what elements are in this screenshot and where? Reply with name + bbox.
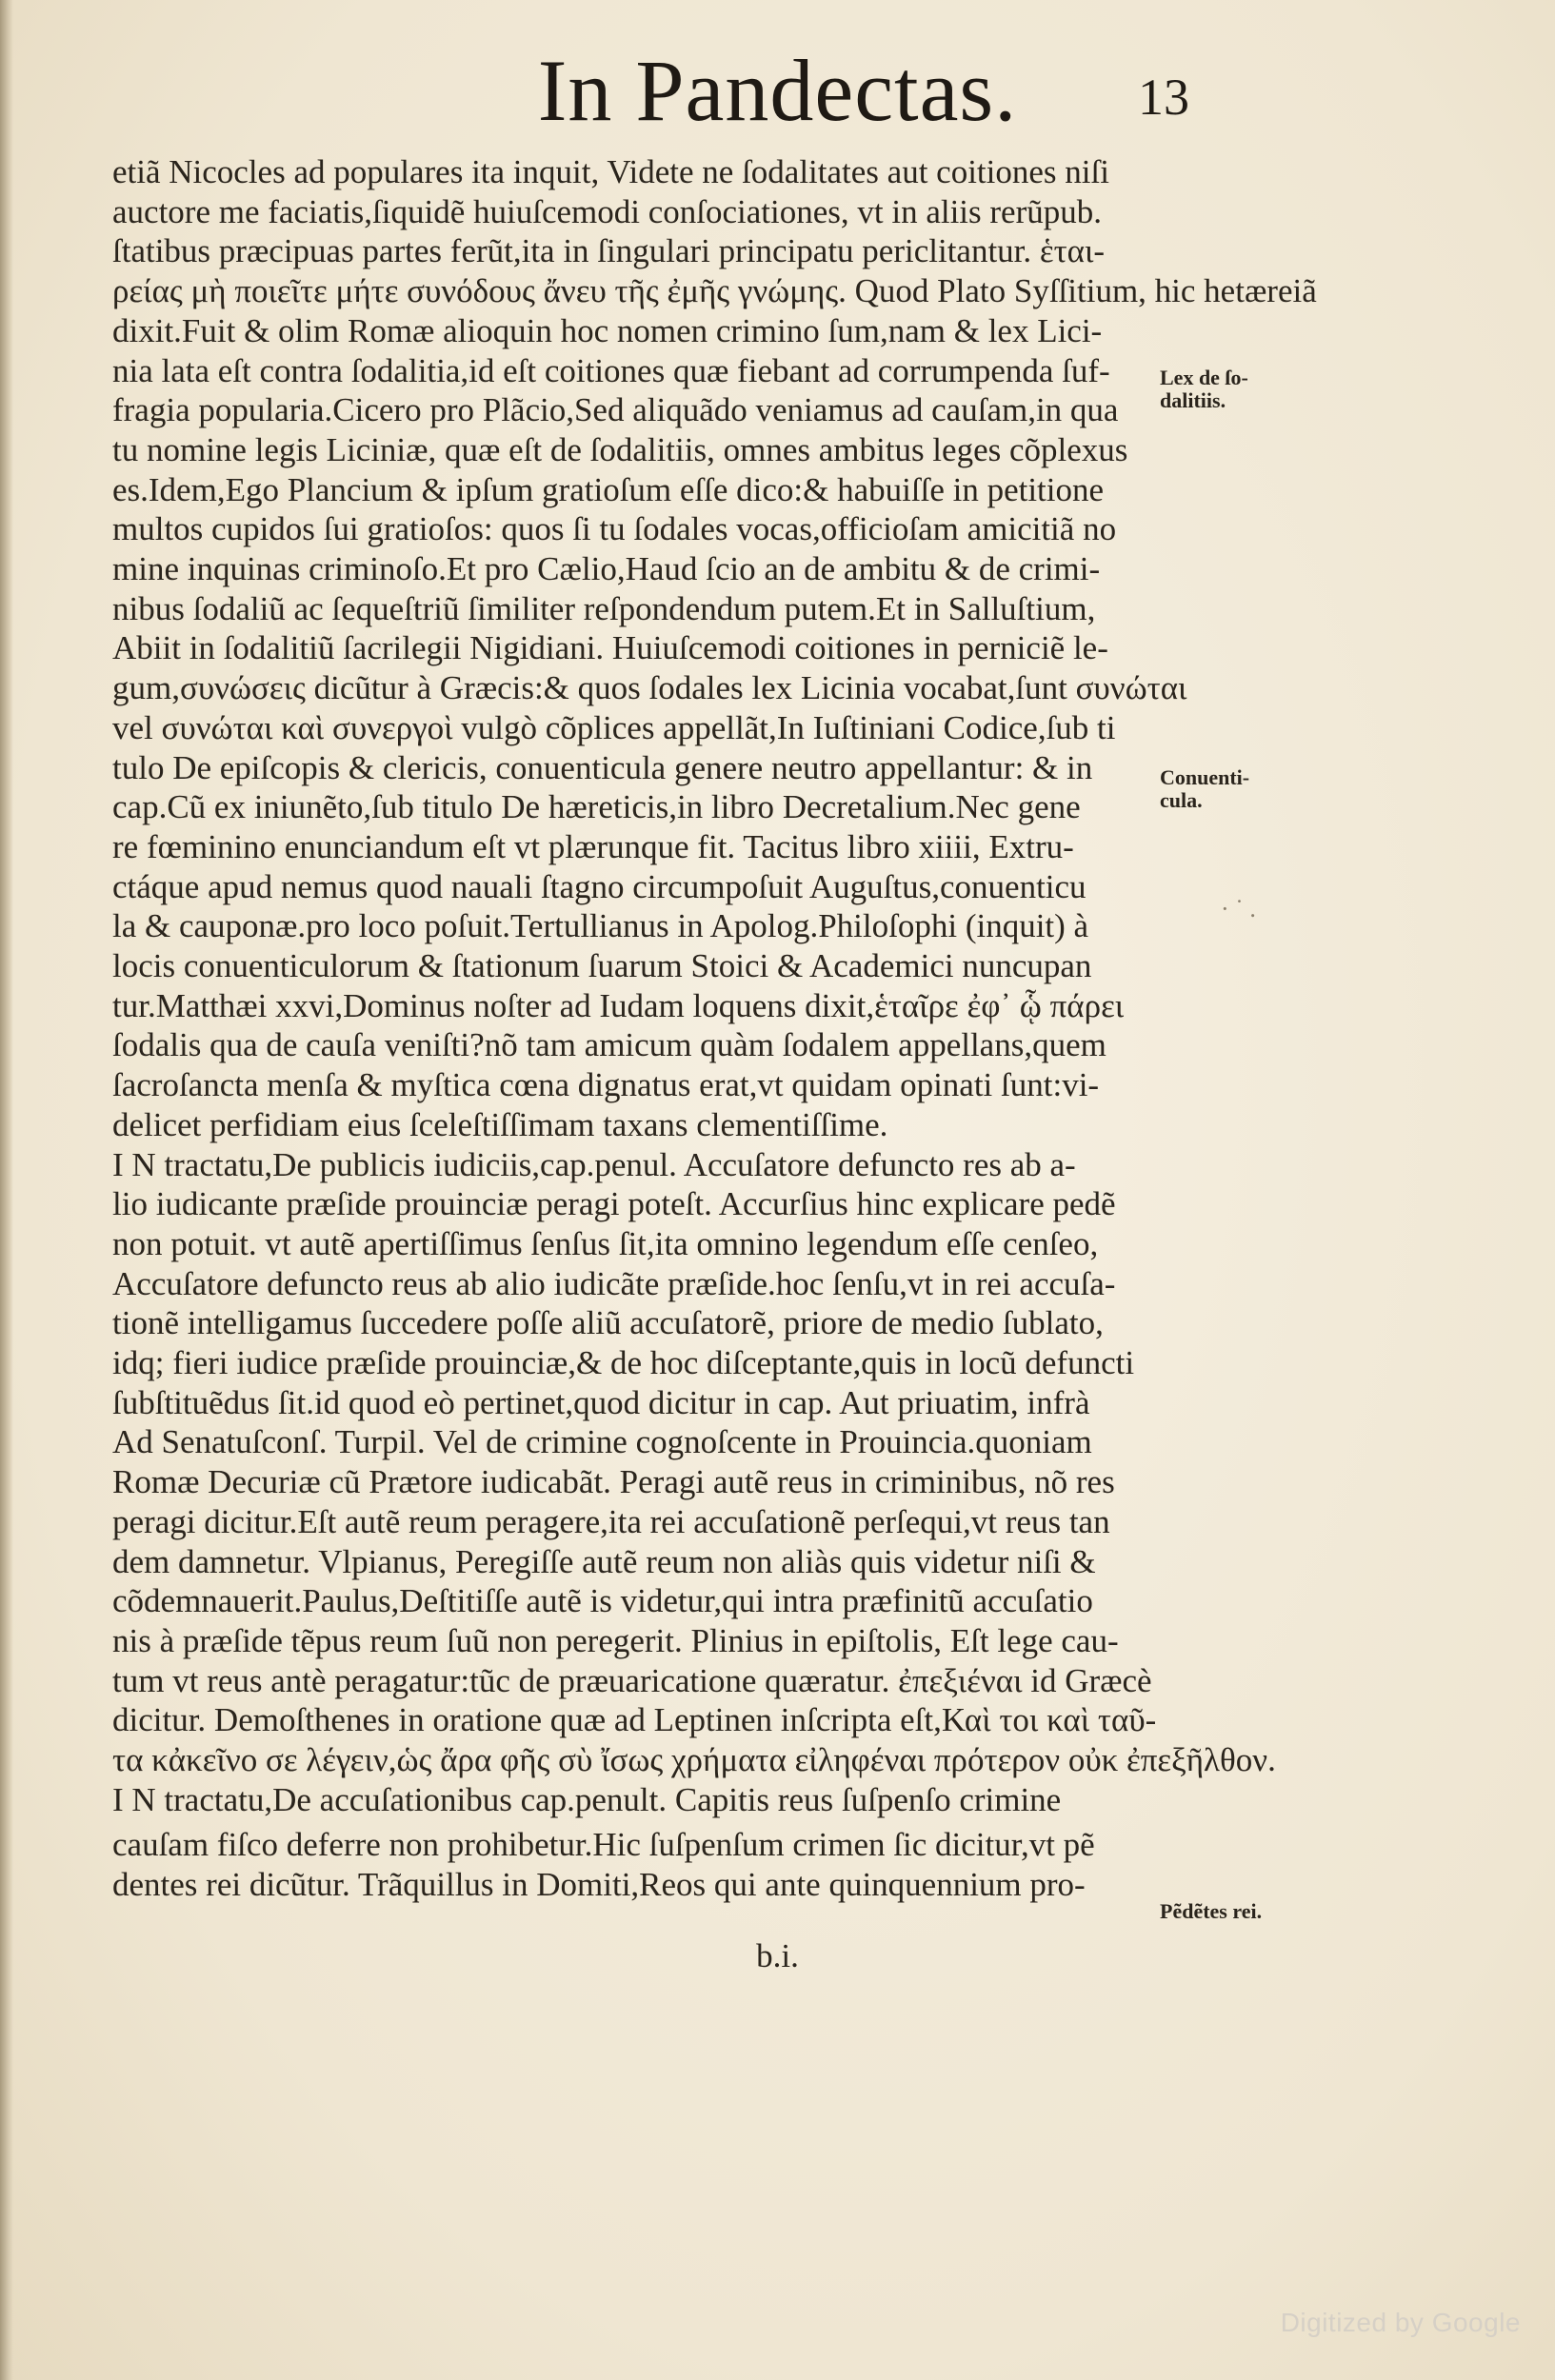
text-line: delicet perfidiam eius ſceleſtiſſimam taxans clementiſſime. [112, 1105, 888, 1143]
text-line: tu nomine legis Liciniæ, quæ eſt de ſodalitiis, omnes ambitus leges cõplexus [112, 430, 1128, 468]
text-line: Abiit in ſodalitiũ ſacrilegii Nigidiani. Huiuſcemodi coitiones in perniciẽ le- [112, 629, 1108, 667]
text-line: dem damnetur. Vlpianus, Peregiſſe autẽ reum non aliàs quis videtur niſi & [112, 1542, 1096, 1580]
text-line: peragi dicitur.Eſt autẽ reum peragere,ita rei accuſationẽ perſequi,vt reus tan [112, 1502, 1110, 1540]
margin-note-conuenticula [1160, 766, 1284, 812]
running-head: In Pandectas. [537, 42, 1018, 139]
text-line: gum,συνώσεις dicũtur à Græcis:& quos ſodales lex Licinia vocabat,ſunt συνώται [112, 669, 1187, 707]
margin-note-pendentes-rei [1160, 1900, 1303, 1923]
margin-note-line: Lex de ſo- [1160, 366, 1248, 389]
text-line: la & cauponæ.pro loco poſuit.Tertullianus in Apolog.Philoſophi (inquit) à [112, 907, 1089, 945]
text-line: tum vt reus antè peragatur:tũc de præuaricatione quæratur. ἐπεξιέναι id Græcè [112, 1661, 1152, 1699]
margin-note-lex-de-sodalitiis [1160, 367, 1284, 412]
text-line: ſtatibus præcipuas partes ferũt,ita in ſingulari principatu periclitantur. ἑται- [112, 232, 1106, 270]
text-line: mine inquinas criminoſo.Et pro Cælio,Haud ſcio an de ambitu & de crimi- [112, 550, 1101, 587]
text-line: re fœminino enunciandum eſt vt plærunque fit. Tacitus libro xiiii, Extru- [112, 827, 1074, 865]
text-line: idq; fieri iudice præſide prouinciæ,& de hoc diſceptante,quis in locũ defuncti [112, 1344, 1135, 1381]
text-line: cap.Cũ ex iniunẽto,ſub titulo De hæreticis,in libro Decretalium.Nec gene [112, 788, 1081, 826]
text-line: cauſam fiſco deferre non prohibetur.Hic ſuſpenſum crimen ſic dicitur,vt pẽ [112, 1826, 1095, 1864]
text-line: dicitur. Demoſthenes in oratione quæ ad Leptinen inſcripta eſt,Καὶ τοι καὶ ταῦ- [112, 1701, 1157, 1739]
text-line: vel συνώται καὶ συνεργοὶ vulgò cõplices appellãt,In Iuſtiniani Codice,ſub ti [112, 708, 1116, 746]
text-line: non potuit. vt autẽ apertiſſimus ſenſus ſit,ita omnino legendum eſſe cenſeo, [112, 1224, 1099, 1262]
text-line: locis conuenticulorum & ſtationum ſuarum Stoici & Academici nuncupan [112, 947, 1092, 984]
text-line: tulo De epiſcopis & clericis, conuenticula genere neutro appellantur: & in [112, 748, 1093, 786]
text-line: Ad Senatuſconſ. Turpil. Vel de crimine cognoſcente in Prouincia.quoniam [112, 1423, 1092, 1461]
text-line: multos cupidos ſui gratioſos: quos ſi tu ſodales vocas,officioſam amicitiã no [112, 510, 1117, 548]
text-line: nibus ſodaliũ ac ſequeſtriũ ſimiliter reſpondendum putem.Et in Salluſtium, [112, 589, 1096, 627]
text-line: tur.Matthæi xxvi,Dominus noſter ad Iudam loquens dixit,ἑταῖρε ἐφ᾽ ᾧ πάρει [112, 986, 1125, 1024]
text-line: ctáque apud nemus quod nauali ſtagno circumpoſuit Auguſtus,conuenticu [112, 867, 1087, 905]
text-line: fragia popularia.Cicero pro Plãcio,Sed aliquãdo veniamus ad cauſam,in qua [112, 391, 1119, 429]
text-line: lio iudicante præſide prouinciæ peragi poteſt. Accurſius hinc explicare pedẽ [112, 1185, 1116, 1223]
text-line: tionẽ intelligamus ſuccedere poſſe aliũ accuſatorẽ, priore de medio ſublato, [112, 1304, 1104, 1342]
text-line: τα κἀκεῖνο σε λέγειν,ὡς ἄρα φῆς σὺ ἴσως χρήματα εἰληφέναι πρότερον οὐκ ἐπεξῆλθον. [112, 1741, 1276, 1778]
text-line: I N tractatu,De publicis iudiciis,cap.penul. Accuſatore defuncto res ab a- [112, 1145, 1076, 1183]
text-line: nia lata eſt contra ſodalitia,id eſt coitiones quæ fiebant ad corrumpenda ſuf- [112, 351, 1110, 389]
text-line: ſubſtituẽdus ſit.id quod eò pertinet,quod dicitur in cap. Aut priuatim, infrà [112, 1383, 1090, 1421]
page-binding-edge [0, 0, 13, 2380]
text-line: ρείας μὴ ποιεῖτε μήτε συνόδους ἄνευ τῆς ἐμῆς γνώμης. Quod Plato Syſſitium, hic hetæreiã [112, 272, 1317, 310]
text-line: Accuſatore defuncto reus ab alio iudicãte præſide.hoc ſenſu,vt in rei accuſa- [112, 1264, 1116, 1302]
text-line: ſacroſancta menſa & myſtica cœna dignatus erat,vt quidam opinati ſunt:vi- [112, 1066, 1100, 1104]
text-line: es.Idem,Ego Plancium & ipſum gratioſum eſſe dico:& habuiſſe in petitione [112, 470, 1105, 508]
digitization-watermark: Digitized by Google [1280, 2308, 1521, 2337]
margin-note-line: cula. [1160, 788, 1203, 812]
margin-note-line: Pẽdẽtes rei. [1160, 1899, 1263, 1923]
text-line: dixit.Fuit & olim Romæ alioquin hoc nomen crimino ſum,nam & lex Lici- [112, 311, 1103, 349]
margin-note-line: Conuenti- [1160, 765, 1250, 789]
text-line: I N tractatu,De accuſationibus cap.penult. Capitis reus ſuſpenſo crimine [112, 1780, 1062, 1818]
page-number: 13 [1138, 69, 1189, 126]
text-line: nis à præſide tẽpus reum ſuũ non peregerit. Plinius in epiſtolis, Eſt lege cau- [112, 1621, 1119, 1659]
ink-mark: · ˙ . [1221, 895, 1256, 922]
text-line: dentes rei dicũtur. Trãquillus in Domiti,Reos qui ante quinquennium pro- [112, 1866, 1086, 1904]
text-line: auctore me faciatis,ſiquidẽ huiuſcemodi conſociationes, vt in aliis rerũpub. [112, 192, 1102, 230]
text-line: etiã Nicocles ad populares ita inquit, Videte ne ſodalitates aut coitiones niſi [112, 153, 1109, 190]
text-line: Romæ Decuriæ cũ Prætore iudicabãt. Peragi autẽ reus in criminibus, nõ res [112, 1463, 1115, 1501]
signature-mark: b.i. [756, 1937, 799, 1974]
margin-note-line: dalitiis. [1160, 388, 1226, 412]
text-line: cõdemnauerit.Paulus,Deſtitiſſe autẽ is videtur,qui intra præfinitũ accuſatio [112, 1582, 1093, 1620]
text-line: ſodalis qua de cauſa veniſti?nõ tam amicum quàm ſodalem appellans,quem [112, 1026, 1106, 1064]
